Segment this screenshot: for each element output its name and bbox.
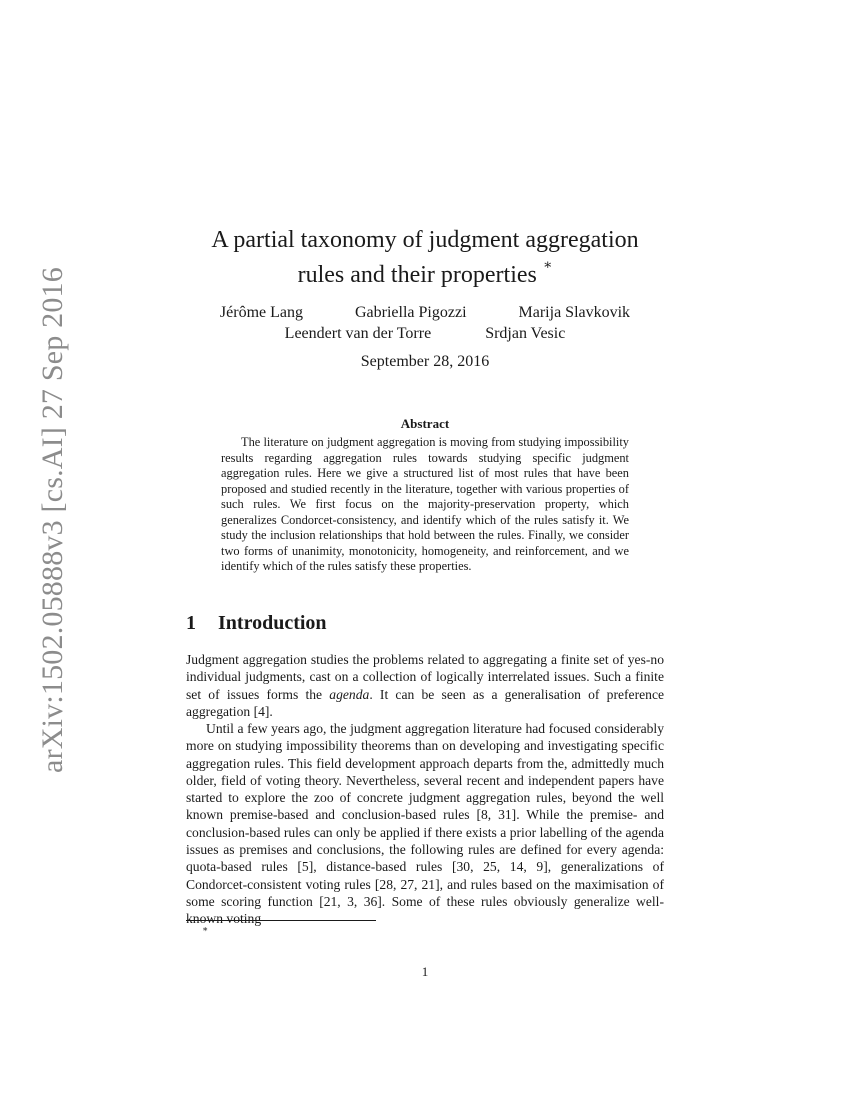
body-paragraph: Until a few years ago, the judgment aggregation literature had focused considerably more on studying impossibility theorems than on developing and investigating specific aggregation rules. This field development approach departs from the, admittedly much older, field of voting theory. Nevertheless, several recent and independent papers have started to explore the zoo of concrete judgment aggregation rules, beyond the well known premise-based and conclusion-based rules [8, 31]. While the premise- and conclusion-based rules can only be applied if there exists a prior labelling of the agenda issues as premises and conclusions, the following rules are defined for every agenda: quota-based rules [5], distance-based rules [30, 25, 14, 9], generalizations of Condorcet-consistent voting rules [28, 27, 21], and rules based on the maximisation of some scoring function [21, 3, 36]. Some of these rules obviously generalize well-known voting <box>186 721 664 927</box>
page-number: 1 <box>421 964 429 979</box>
abstract-heading: Abstract <box>400 416 450 431</box>
author-row-1 <box>186 302 664 323</box>
author-name: Leendert van der Torre <box>284 325 432 342</box>
title-line-2 <box>186 255 664 290</box>
title-footnote-mark: ∗ <box>542 258 553 273</box>
title-line-1: A partial taxonomy of judgment aggregation <box>211 227 639 253</box>
emphasized-term: agenda <box>329 686 370 702</box>
section-heading <box>186 612 327 635</box>
footnote-mark: ∗ <box>202 924 209 934</box>
author-name: Jérôme Lang <box>219 304 303 321</box>
author-row-2 <box>186 323 664 344</box>
footnote-divider <box>186 920 376 921</box>
section-number: 1 <box>186 612 196 634</box>
author-list <box>186 302 664 344</box>
body-paragraph <box>186 651 664 720</box>
paragraph-text: . It can be seen as a generalisation of preference aggregation [4]. <box>186 686 665 719</box>
author-name: Marija Slavkovik <box>518 304 631 321</box>
arxiv-identifier: arXiv:1502.05888v3 [cs.AI] 27 Sep 2016 <box>36 267 69 773</box>
abstract-text: The literature on judgment aggregation is moving from studying impossibility results regarding aggregation rules towards studying specific judgment aggregation rules. Here we give a structured list of most rules that have been proposed and studied recently in the literature, together with various properties of such rules. We first focus on the majority-preservation property, which generalizes Condorcet-consistency, and identify which of the rules satisfy it. We study the inclusion relationships that hold between the rules. Finally, we consider two forms of unanimity, monotonicity, homogeneity, and reinforcement, and we identify which of the rules satisfy these properties. <box>221 435 629 573</box>
title-line-2-text: rules and their properties <box>297 262 537 288</box>
paragraph-text: Judgment aggregation studies the problems related to aggregating a finite set of yes-no individual judgments, cast on a collection of logically interrelated issues. Such a finite set of issues forms the <box>186 652 664 702</box>
author-name: Gabriella Pigozzi <box>355 304 467 321</box>
publication-date: September 28, 2016 <box>360 353 490 370</box>
author-name: Srdjan Vesic <box>485 325 566 342</box>
paper-title <box>186 226 664 290</box>
section-title: Introduction <box>218 612 327 634</box>
